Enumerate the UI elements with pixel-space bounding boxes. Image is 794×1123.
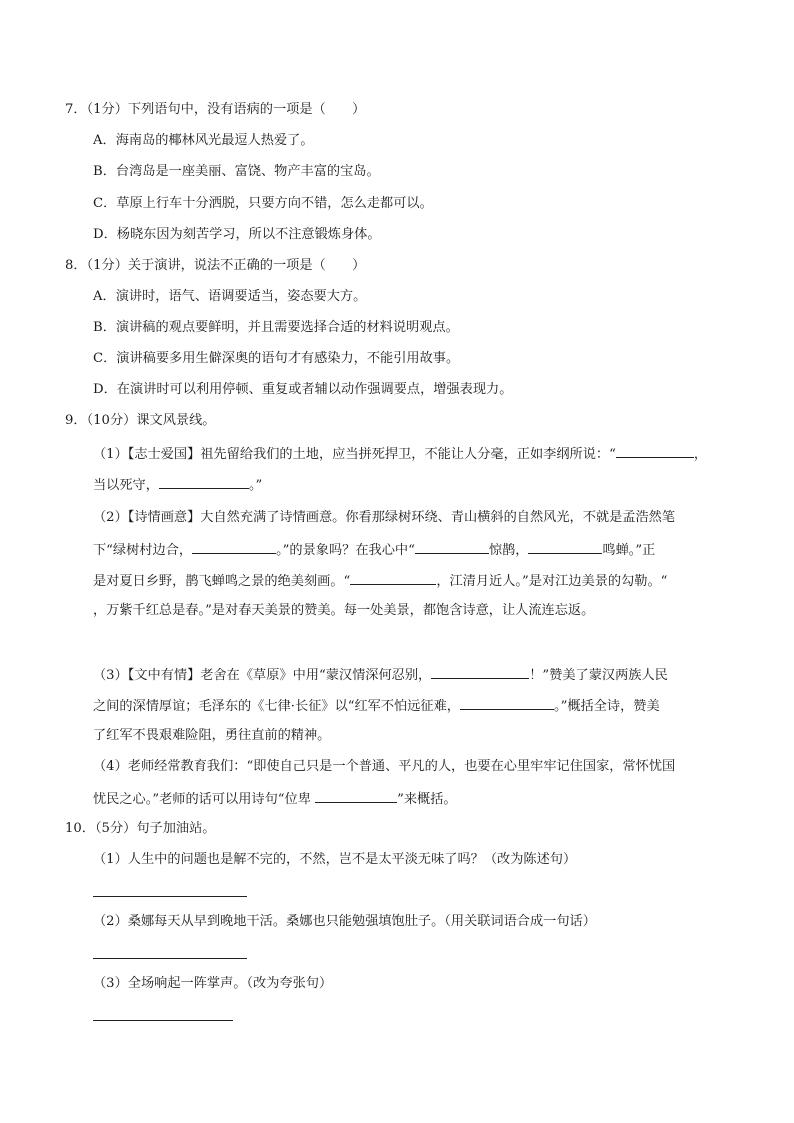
q9-part4-text-b: ”来概括。 bbox=[397, 792, 457, 807]
q9-part2-line3 bbox=[93, 570, 667, 592]
q9-part3-line1 bbox=[93, 664, 668, 686]
q7-option-a: A．海南岛的椰林风光最逗人热爱了。 bbox=[93, 133, 314, 148]
q10-stem: 10．（5分）句子加油站。 bbox=[65, 821, 216, 836]
q9-part1-text-a: （1）【志士爱国】祖先留给我们的土地，应当拼死捍卫，不能让人分毫，正如李纲所说：“ bbox=[93, 447, 616, 462]
q9-part2-text-b: 。”的景象吗？在我心中“ bbox=[276, 543, 415, 558]
q9-part1-text-d: 。” bbox=[248, 478, 263, 493]
q9-part4-line1: （4）老师经常教育我们：“即使自己只是一个普通、平凡的人，也要在心里牢牢记住国家，常怀忧国 bbox=[93, 759, 676, 774]
fill-blank[interactable] bbox=[350, 570, 436, 585]
q7-stem: 7．（1分）下列语句中，没有语病的一项是（ ） bbox=[65, 102, 366, 117]
q7-option-c: C．草原上行车十分洒脱，只要方向不错，怎么走都可以。 bbox=[93, 196, 433, 211]
q9-part4-text-a: 忧民之心。”老师的话可以用诗句“位卑 bbox=[93, 792, 311, 807]
fill-blank[interactable] bbox=[159, 474, 249, 489]
q9-part1-text-c: 当以死守， bbox=[93, 478, 159, 493]
q8-option-c: C．演讲稿要多用生僻深奥的语句才有感染力，不能引用故事。 bbox=[93, 351, 460, 366]
q9-part3-text-b: ！”赞美了蒙汉两族人民 bbox=[529, 668, 668, 683]
q7-option-b: B．台湾岛是一座美丽、富饶、物产丰富的宝岛。 bbox=[93, 164, 380, 179]
answer-line-3[interactable] bbox=[93, 1020, 233, 1021]
q8-option-a: A．演讲时，语气、语调要适当，姿态要大方。 bbox=[93, 289, 367, 304]
fill-blank[interactable] bbox=[616, 443, 694, 458]
q9-part3-text-a: （3）【文中有情】老舍在《草原》中用“蒙汉情深何忍别， bbox=[93, 668, 432, 683]
q9-part2-text-f: ，江清月近人。”是对江边美景的勾勒。“ bbox=[436, 574, 668, 589]
q7-option-d: D．杨晓东因为刻苦学习，所以不注意锻炼身体。 bbox=[93, 227, 381, 242]
q9-part2-text-c: 惊鹊， bbox=[488, 543, 529, 558]
answer-line-1[interactable] bbox=[93, 896, 247, 897]
fill-blank[interactable] bbox=[415, 539, 489, 554]
q10-sentence-2: （2）桑娜每天从早到晚地干活。桑娜也只能勉强填饱肚子。（用关联词语合成一句话） bbox=[93, 914, 596, 929]
q9-part3-text-d: 。”概括全诗，赞美 bbox=[554, 699, 660, 714]
q10-sentence-3: （3）全场响起一阵掌声。（改为夸张句） bbox=[93, 976, 333, 991]
q8-stem: 8．（1分）关于演讲，说法不正确的一项是（ ） bbox=[65, 258, 366, 273]
q10-sentence-1: （1）人生中的问题也是解不完的，不然，岂不是太平淡无味了吗？（改为陈述句） bbox=[93, 852, 577, 867]
fill-blank[interactable] bbox=[192, 539, 276, 554]
q8-option-b: B．演讲稿的观点要鲜明，并且需要选择合适的材料说明观点。 bbox=[93, 320, 459, 335]
answer-line-2[interactable] bbox=[93, 958, 247, 959]
q9-part1-line1 bbox=[93, 443, 707, 465]
fill-blank[interactable] bbox=[315, 788, 397, 803]
q9-part3-line2 bbox=[93, 695, 660, 717]
q9-part2-line1: （2）【诗情画意】大自然充满了诗情画意。你看那绿树环绕、青山横斜的自然风光，不就是孟浩然笔 bbox=[93, 510, 676, 525]
q9-part2-line4: ，万紫千红总是春。”是对春天美景的赞美。每一处美景，都饱含诗意，让人流连忘返。 bbox=[93, 603, 595, 618]
q9-part1-text-b: ， bbox=[693, 447, 708, 462]
q9-stem: 9．（10分）课文风景线。 bbox=[65, 413, 216, 428]
q9-part3-text-c: 之间的深情厚谊；毛泽东的《七律·长征》以“红军不怕远征难， bbox=[93, 699, 460, 714]
q9-part4-line2 bbox=[93, 788, 457, 810]
q9-part1-line2 bbox=[93, 474, 262, 496]
q9-part3-line3: 了红军不畏艰难险阻，勇往直前的精神。 bbox=[93, 728, 331, 743]
fill-blank[interactable] bbox=[460, 695, 554, 710]
fill-blank[interactable] bbox=[528, 539, 602, 554]
q9-part2-text-d: 鸣蝉。”正 bbox=[602, 543, 656, 558]
q9-part2-line2 bbox=[93, 539, 655, 561]
fill-blank[interactable] bbox=[431, 664, 529, 679]
q9-part2-text-e: 是对夏日乡野，鹊飞蝉鸣之景的绝美刻画。“ bbox=[93, 574, 351, 589]
q8-option-d: D．在演讲时可以利用停顿、重复或者辅以动作强调要点，增强表现力。 bbox=[93, 382, 513, 397]
q9-part2-text-a: 下“绿树村边合， bbox=[93, 543, 193, 558]
